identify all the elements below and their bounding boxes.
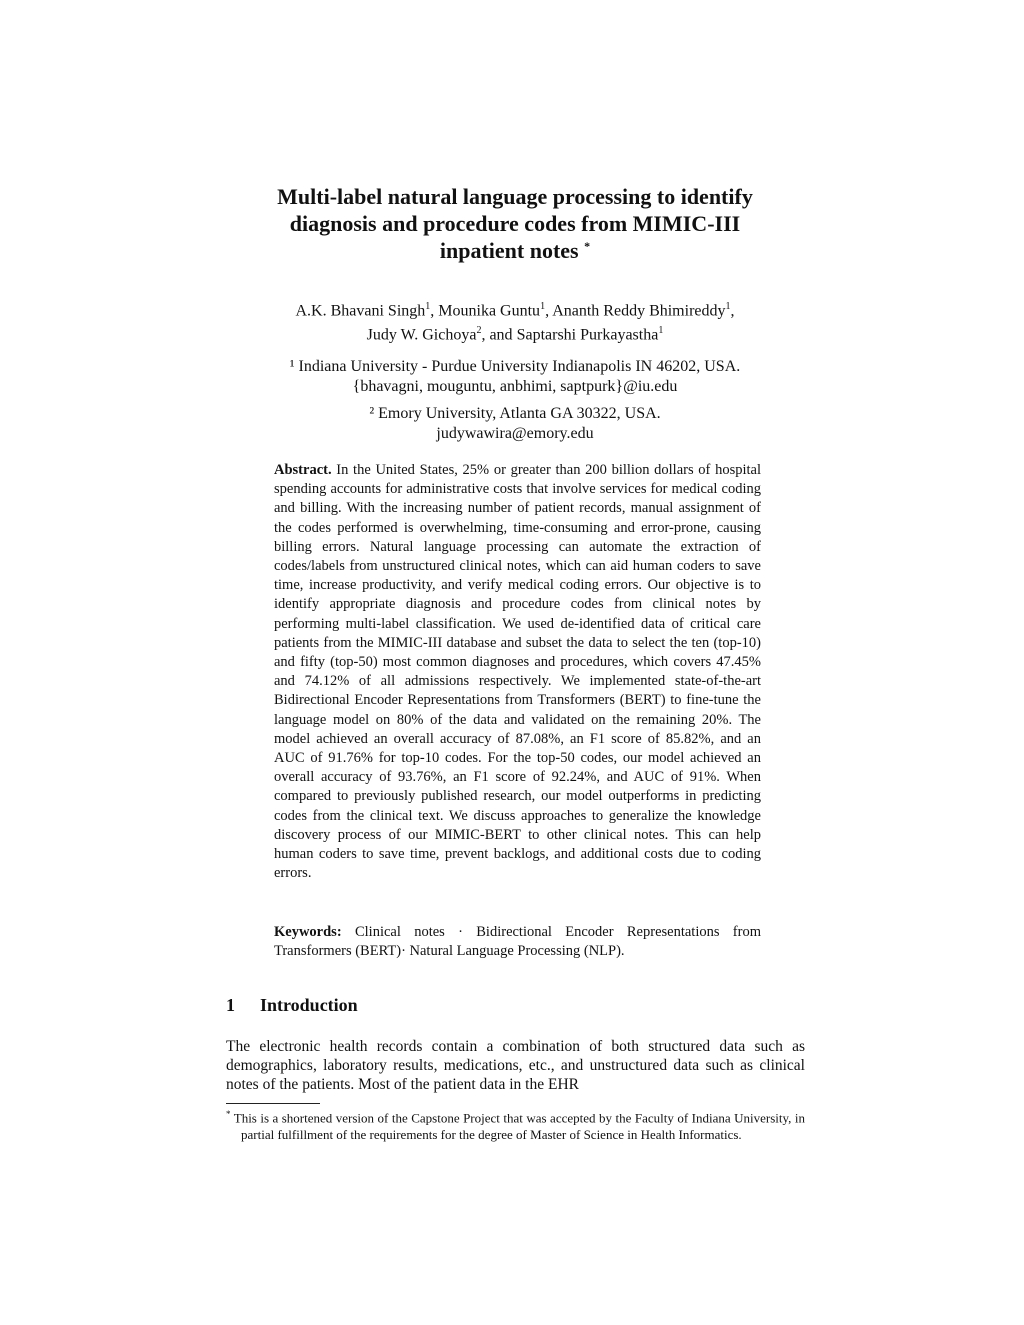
- abstract: [274, 461, 761, 883]
- abstract-label: Abstract.: [274, 462, 332, 478]
- section-number: 1: [226, 995, 235, 1015]
- affiliation-1-name: ¹ Indiana University - Purdue University Indianapolis IN 46202, USA.: [289, 358, 741, 375]
- footnote-text: This is a shortened version of the Capstone Project that was accepted by the Faculty of Indiana University, in partial fulfillment of the requirements for the degree of Master of Science in Health Informatics.: [233, 1110, 805, 1143]
- abstract-text: In the United States, 25% or greater than 200 billion dollars of hospital spending accounts for administrative costs that involve services for medical coding and billing. With the increasing number of patient records, manual assignment of the codes performed is overwhelming, time-consuming and error-prone, causing billing errors. Natural language processing can automate the extraction of codes/labels from unstructured clinical notes, which can aid human coders to save time, increase productivity, and verify medical coding errors. Our objective is to identify appropriate diagnosis and procedure codes from clinical notes by performing multi-label classification. We used de-identified data of critical care patients from the MIMIC-III database and subset the data to select the ten (top-10) and fifty (top-50) most common diagnoses and procedures, which covers 47.45% and 74.12% of all admissions respectively. We implemented state-of-the-art Bidirectional Encoder Representations from Transformers (BERT) to fine-tune the language model on 80% of the data and validated on the remaining 20%. The model achieved an overall accuracy of 87.08%, an F1 score of 85.82%, and an AUC of 91.76% for top-10 codes. For the top-50 codes, our model achieved an overall accuracy of 93.76%, an F1 score of 92.24%, and AUC of 91%. When compared to previously published research, our model outperforms in predicting codes from the clinical text. We discuss approaches to generalize the knowledge discovery process of our MIMIC-BERT to other clinical notes. This can help human coders to save time, prevent backlogs, and additional costs due to coding errors.: [274, 462, 761, 882]
- title-line-3-text: inpatient notes: [439, 238, 579, 263]
- keywords-label: Keywords:: [274, 924, 342, 940]
- author-1-sup: 1: [425, 301, 431, 312]
- author-5-prefix: and: [489, 326, 513, 344]
- author-line-1: A.K. Bhavani Singh$^1$, Mounika Guntu$^1$, Ananth Reddy Bhimireddy$^1$,: [295, 301, 735, 320]
- affiliation-1: [180, 357, 850, 397]
- author-4-sup: 2: [476, 325, 482, 337]
- author-2: Mounika Guntu: [438, 302, 541, 320]
- keywords-text: Clinical notes · Bidirectional Encoder Representations from Transformers (BERT)· Natural Language Processing (NLP).: [274, 924, 761, 960]
- author-2-sup: 1: [540, 301, 546, 312]
- author-3-sup: 1: [725, 301, 731, 312]
- author-4: Judy W. Gichoya: [366, 326, 477, 344]
- section-heading-introduction: [226, 994, 358, 1016]
- affiliation-2-email: judywawira@emory.edu: [436, 425, 594, 442]
- author-5: Saptarshi Purkayastha: [516, 326, 659, 344]
- footnote-marker: *: [226, 1109, 231, 1119]
- introduction-paragraph: The electronic health records contain a combination of both structured data such as demographics, laboratory results, medications, etc., and unstructured data such as clinical notes of the patients. Most of the patient data in the EHR: [226, 1038, 805, 1093]
- paper-title: [180, 183, 850, 264]
- affiliation-2-name: ² Emory University, Atlanta GA 30322, USA.: [369, 405, 661, 422]
- footnote-divider: [226, 1103, 320, 1104]
- title-line-3: [180, 237, 850, 264]
- affiliation-2: [180, 404, 850, 444]
- author-line-2: Judy W. Gichoya$^2$, and Saptarshi Purkayastha$^1$: [366, 325, 664, 344]
- title-line-1: Multi-label natural language processing to identify: [277, 184, 753, 209]
- footnote: [226, 1106, 805, 1143]
- title-line-2: diagnosis and procedure codes from MIMIC-III: [289, 211, 741, 236]
- section-title: Introduction: [260, 995, 358, 1015]
- author-3: Ananth Reddy Bhimireddy: [552, 302, 726, 320]
- title-footnote-marker: *: [584, 239, 591, 253]
- affiliation-1-email: {bhavagni, mouguntu, anbhimi, saptpurk}@iu.edu: [352, 378, 678, 395]
- author-5-sup: 1: [658, 325, 664, 337]
- author-1: A.K. Bhavani Singh: [295, 302, 426, 320]
- author-list: [180, 297, 850, 346]
- keywords: [274, 923, 761, 961]
